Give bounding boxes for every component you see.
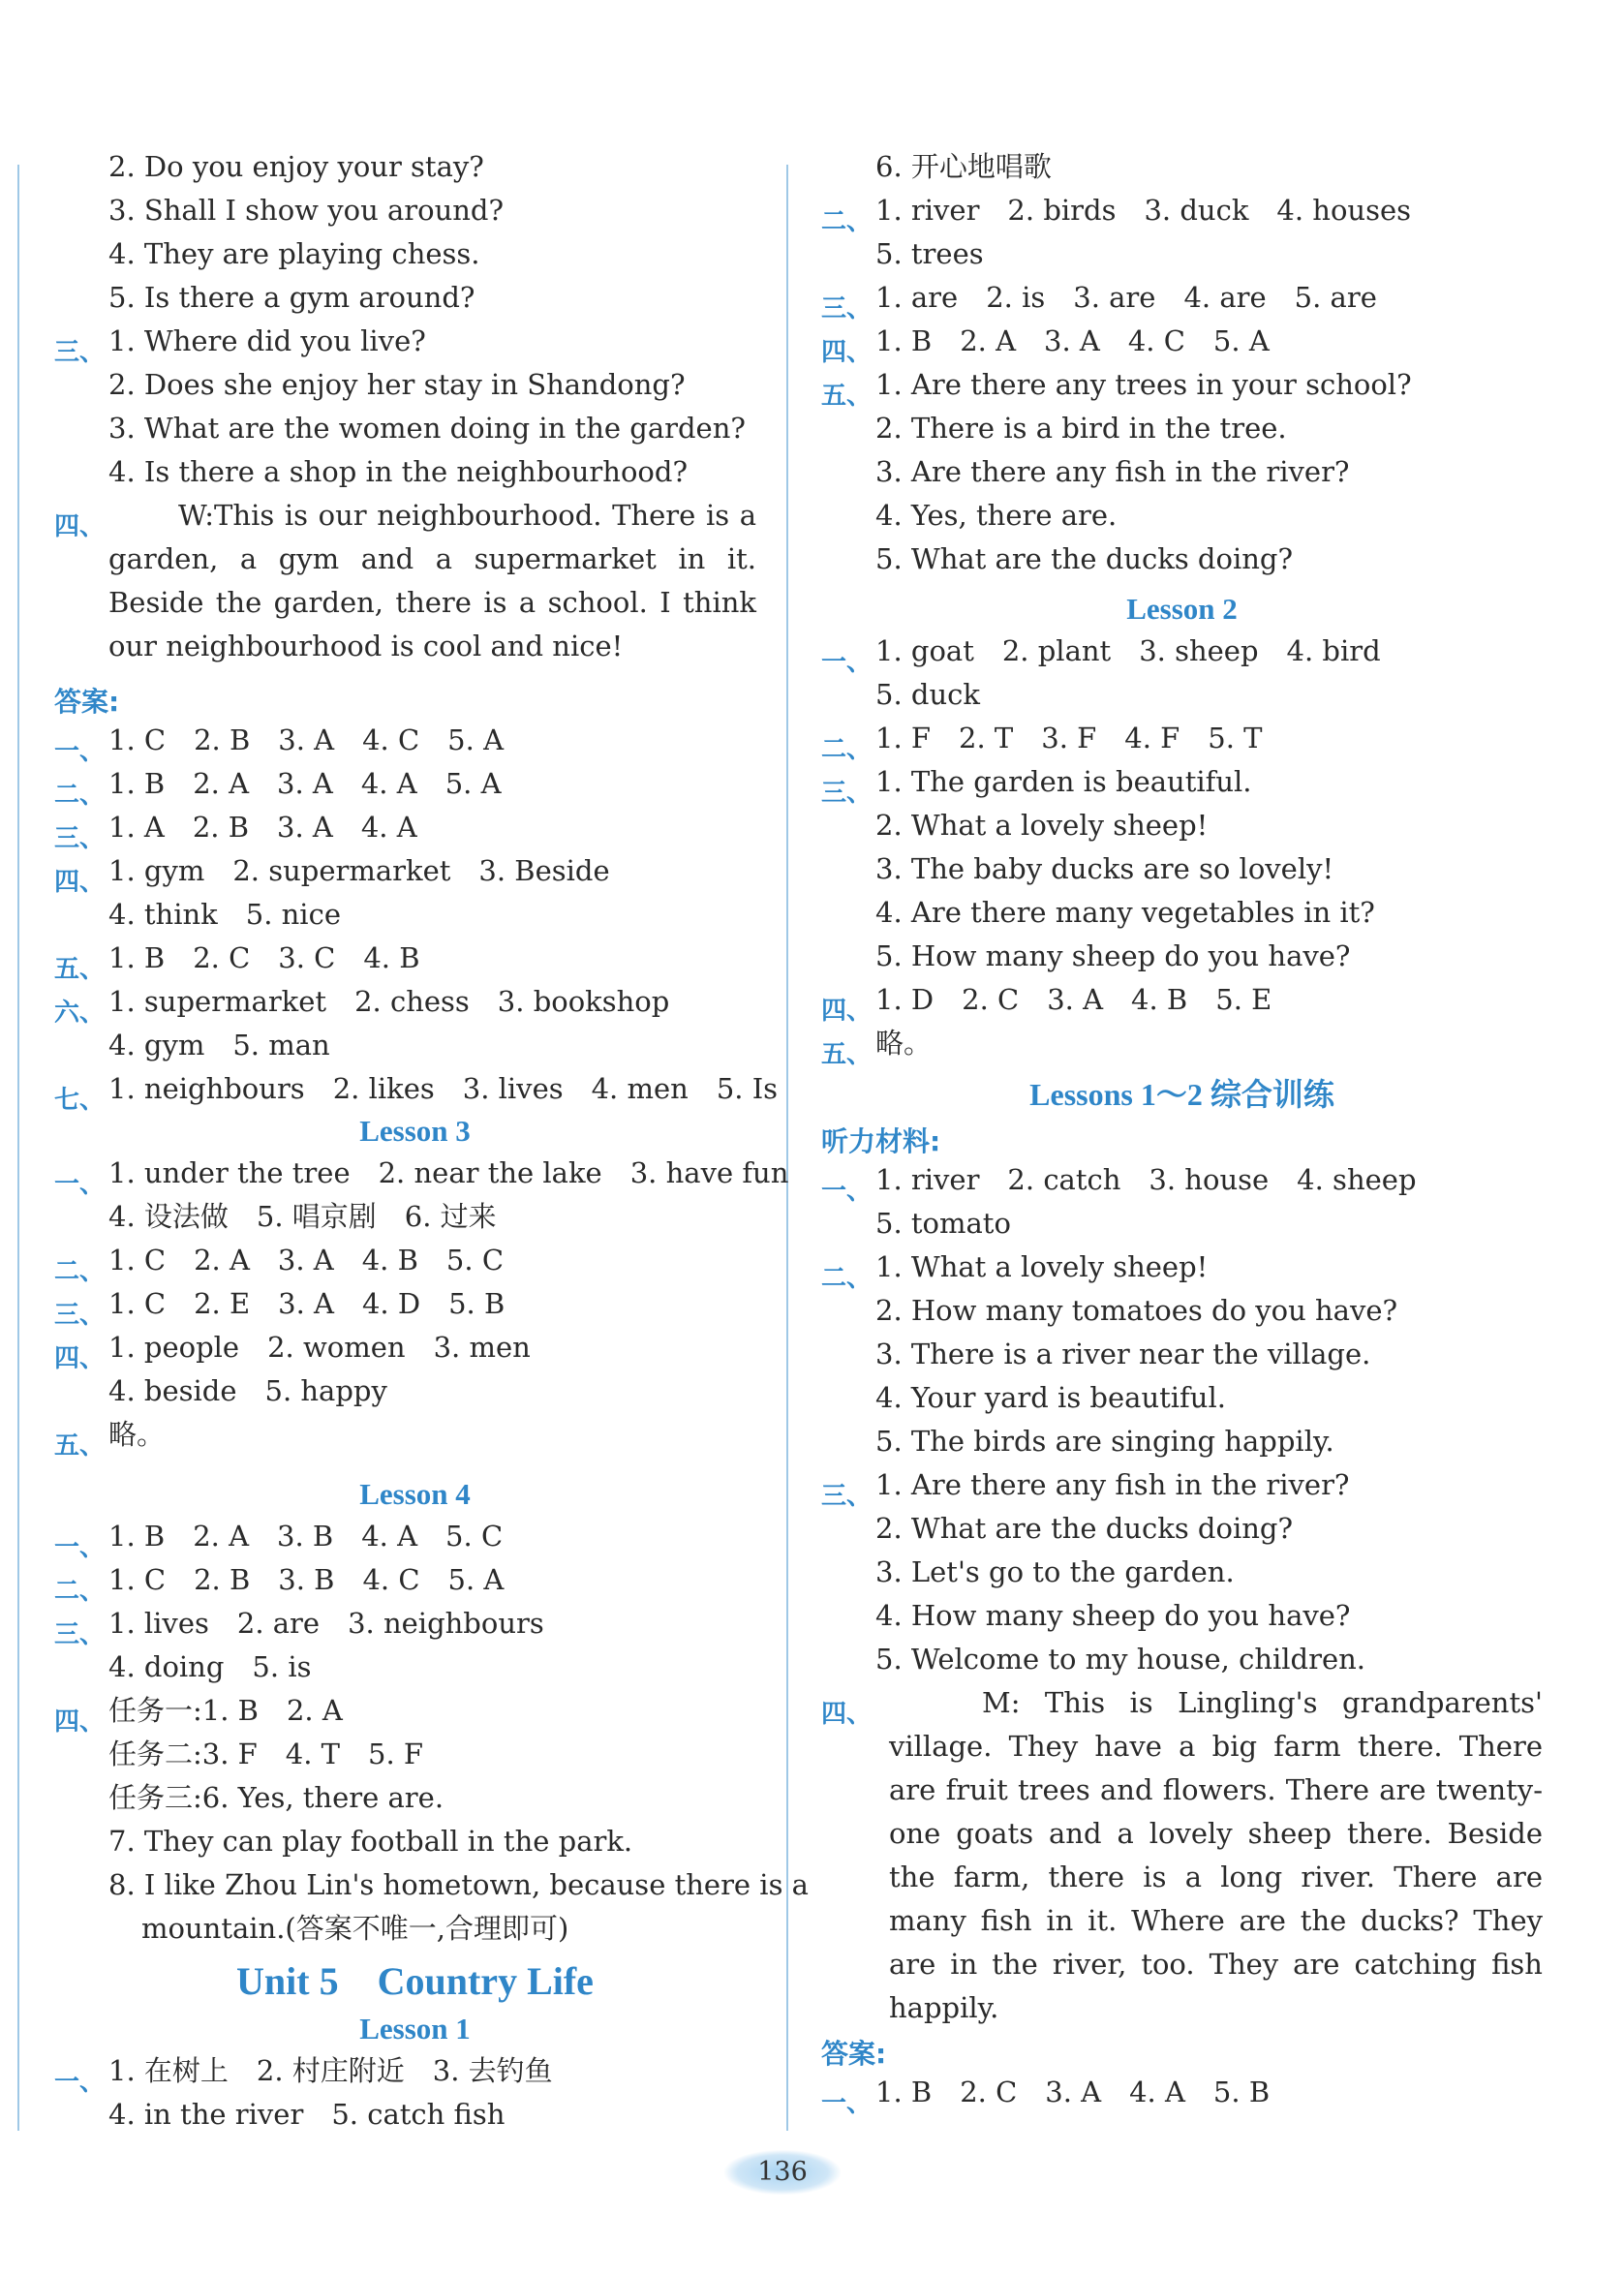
text-line: 2. Do you enjoy your stay? (108, 150, 484, 183)
answer-line: 4. beside 5. happy (108, 1374, 387, 1407)
section-marker: 一、 (54, 737, 106, 766)
answer-line: 5. How many sheep do you have? (875, 939, 1351, 972)
answer-line (54, 1689, 776, 1737)
section-marker: 二、 (54, 1257, 106, 1286)
line-text: 1. Are there any fish in the river? (875, 1468, 1350, 1501)
answer-line: 8. I like Zhou Lin's hometown, because there is a (108, 1868, 809, 1901)
answer-line (821, 276, 1543, 323)
answer-line (54, 849, 776, 897)
answer-line (54, 1239, 776, 1286)
section-marker: 五、 (821, 1040, 873, 1069)
line-text: 略。 (875, 1027, 933, 1060)
answer-line (821, 978, 1543, 1026)
section-marker: 四、 (54, 512, 106, 541)
line-text: 1. under the tree 2. near the lake 3. have fun (108, 1156, 789, 1189)
line-text: 1. river 2. catch 3. house 4. sheep (875, 1163, 1417, 1196)
left-column (54, 145, 809, 2137)
page-number: 136 (724, 2150, 841, 2195)
answer-line (54, 762, 776, 810)
section-marker: 三、 (821, 294, 873, 323)
answer-line: 5. tomato (875, 1207, 1011, 1240)
answer-line (821, 2071, 1543, 2118)
paragraph-text: M: This is Lingling's grandparents' village. They have a big farm there. There are fruit trees and flowers. There are twenty-one goats and a lovely sheep there. Beside the farm, there is a long river. There are many fish in it. Where are the ducks? They are in the river, too. They are catching fish happily. (889, 1686, 1543, 2024)
answer-line: 4. gym 5. man (108, 1029, 330, 1061)
answer-line: mountain.(答案不唯一,合理即可) (141, 1912, 569, 1945)
text-line: 5. Is there a gym around? (108, 281, 475, 314)
answer-line: 4. in the river 5. catch fish (108, 2098, 506, 2131)
line-text: 1. 在树上 2. 村庄附近 3. 去钓鱼 (108, 2054, 553, 2087)
line-text: 1. The garden is beautiful. (875, 765, 1252, 798)
line-text: 1. B 2. A 3. A 4. A 5. A (108, 767, 502, 800)
line-text: 1. are 2. is 3. are 4. are 5. are (875, 281, 1377, 314)
dialogue-paragraph (54, 494, 776, 668)
lesson-2-heading: Lesson 2 (1126, 592, 1238, 626)
answer-line (54, 1067, 779, 1115)
section-marker: 一、 (54, 1170, 106, 1199)
line-text: 1. B 2. C 3. A 4. A 5. B (875, 2076, 1271, 2108)
answer-line (54, 2049, 776, 2097)
lesson-3-heading: Lesson 3 (359, 1114, 471, 1148)
line-text: 任务一:1. B 2. A (108, 1694, 343, 1727)
section-marker: 六、 (54, 999, 106, 1028)
answer-line (821, 760, 1543, 808)
answer-line (821, 1158, 1543, 1206)
section-marker: 三、 (54, 338, 106, 367)
line-text: 1. C 2. B 3. B 4. C 5. A (108, 1563, 505, 1596)
line-text: 1. B 2. C 3. C 4. B (108, 941, 420, 974)
answer-line (54, 980, 776, 1028)
review-heading: Lessons 1～2 综合训练 (1029, 1077, 1334, 1112)
answer-line (821, 320, 1543, 367)
answer-line: 4. doing 5. is (108, 1650, 312, 1683)
section-marker: 四、 (54, 1707, 106, 1737)
line-text: 1. A 2. B 3. A 4. A (108, 811, 417, 844)
answer-line: 3. The baby ducks are so lovely! (875, 852, 1334, 885)
left-column-rule (17, 165, 19, 2131)
line-text: 1. D 2. C 3. A 4. B 5. E (875, 983, 1272, 1016)
answer-line: 2. What a lovely sheep! (875, 809, 1209, 842)
answer-line: 任务二:3. F 4. T 5. F (108, 1738, 424, 1770)
answer-line: 7. They can play football in the park. (108, 1825, 633, 1858)
answer-line: 4. How many sheep do you have? (875, 1599, 1351, 1632)
line-text: 1. lives 2. are 3. neighbours (108, 1607, 544, 1640)
center-column-rule (786, 165, 788, 2131)
text-line: 4. They are playing chess. (108, 237, 480, 270)
line-text: 1. C 2. E 3. A 4. D 5. B (108, 1287, 506, 1320)
answer-line: 5. What are the ducks doing? (875, 542, 1294, 575)
answer-line (54, 1152, 789, 1199)
answer-line: 3. Let's go to the garden. (875, 1555, 1235, 1588)
answer-line (54, 719, 776, 766)
section-marker: 二、 (54, 781, 106, 810)
answer-line: 2. How many tomatoes do you have? (875, 1294, 1398, 1327)
section-marker: 二、 (821, 207, 873, 236)
answer-line (54, 1515, 776, 1562)
listening-label: 听力材料: (821, 1125, 941, 1157)
answers-label: 答案: (821, 2038, 887, 2070)
section-marker: 二、 (54, 1577, 106, 1606)
answer-line: 3. There is a river near the village. (875, 1338, 1371, 1370)
section-marker: 四、 (54, 868, 106, 897)
lesson-4-heading: Lesson 4 (359, 1477, 471, 1511)
unit-5-lesson-1-heading: Lesson 1 (359, 2012, 471, 2045)
line-text: 1. Where did you live? (108, 324, 426, 357)
text-line: 2. Does she enjoy her stay in Shandong? (108, 368, 686, 401)
answer-line: 5. duck (875, 678, 980, 711)
section-marker: 四、 (54, 1344, 106, 1373)
answer-line (821, 1246, 1543, 1293)
answer-line (821, 1022, 1543, 1069)
section-marker: 三、 (821, 1482, 873, 1511)
answer-line: 4. 设法做 5. 唱京剧 6. 过来 (108, 1200, 497, 1233)
answer-line: 4. think 5. nice (108, 898, 341, 931)
answers-label: 答案: (54, 686, 120, 718)
answer-line: 4. Yes, there are. (875, 499, 1118, 532)
answer-line (54, 1558, 776, 1606)
text-line: 4. Is there a shop in the neighbourhood? (108, 455, 688, 488)
section-marker: 三、 (821, 779, 873, 808)
section-marker: 一、 (821, 648, 873, 677)
section-marker: 一、 (821, 1177, 873, 1206)
answer-line (821, 189, 1543, 236)
section-marker: 一、 (54, 1533, 106, 1562)
paragraph-text: W:This is our neighbourhood. There is a garden, a gym and a supermarket in it. Beside the garden, there is a school. I think our neighbourhood is cool and nice! (108, 499, 756, 662)
line-text: 1. river 2. birds 3. duck 4. houses (875, 194, 1412, 227)
answer-line: 6. 开心地唱歌 (875, 150, 1052, 183)
answer-line (821, 717, 1543, 764)
section-marker: 四、 (821, 997, 873, 1026)
answer-line (54, 1326, 776, 1373)
line-text: 1. neighbours 2. likes 3. lives 4. men 5. Is (108, 1072, 779, 1105)
answer-line: 5. The birds are singing happily. (875, 1425, 1334, 1458)
answer-line: 2. There is a bird in the tree. (875, 412, 1287, 445)
section-marker: 二、 (821, 1264, 873, 1293)
answer-line (821, 1463, 1543, 1511)
text-line: 3. Shall I show you around? (108, 194, 505, 227)
line-text: 1. goat 2. plant 3. sheep 4. bird (875, 634, 1381, 667)
section-marker: 二、 (821, 735, 873, 764)
answer-line: 5. Welcome to my house, children. (875, 1643, 1366, 1676)
section-marker: 三、 (54, 1301, 106, 1330)
line-text: 1. supermarket 2. chess 3. bookshop (108, 985, 670, 1018)
line-text: 1. B 2. A 3. B 4. A 5. C (108, 1520, 504, 1553)
answer-line: 2. What are the ducks doing? (875, 1512, 1294, 1545)
text-line (54, 320, 776, 367)
line-text: 1. Are there any trees in your school? (875, 368, 1412, 401)
answer-line (54, 806, 776, 853)
unit-5-heading: Unit 5 Country Life (236, 1959, 594, 2003)
line-text: 1. gym 2. supermarket 3. Beside (108, 854, 610, 887)
answer-line (54, 937, 776, 984)
answer-line (821, 363, 1543, 411)
section-marker: 四、 (821, 1700, 873, 1729)
line-text: 1. B 2. A 3. A 4. C 5. A (875, 324, 1270, 357)
answer-line (821, 630, 1543, 677)
line-text: 1. C 2. A 3. A 4. B 5. C (108, 1244, 505, 1276)
answer-line (54, 1602, 776, 1649)
line-text: 1. What a lovely sheep! (875, 1250, 1209, 1283)
section-marker: 三、 (54, 824, 106, 853)
section-marker: 五、 (54, 955, 106, 984)
line-text: 1. C 2. B 3. A 4. C 5. A (108, 723, 505, 756)
section-marker: 三、 (54, 1620, 106, 1649)
text-line: 3. What are the women doing in the garden? (108, 412, 746, 445)
answer-line: 任务三:6. Yes, there are. (108, 1781, 444, 1814)
line-text: 1. F 2. T 3. F 4. F 5. T (875, 722, 1263, 754)
section-marker: 一、 (821, 2089, 873, 2118)
line-text: 略。 (108, 1418, 166, 1451)
section-marker: 一、 (54, 2068, 106, 2097)
listening-paragraph (821, 1681, 1543, 2030)
right-column (821, 145, 1543, 2118)
section-marker: 七、 (54, 1086, 106, 1115)
line-text: 1. people 2. women 3. men (108, 1331, 531, 1364)
answer-line (54, 1282, 776, 1330)
section-marker: 五、 (821, 382, 873, 411)
answer-line: 5. trees (875, 237, 984, 270)
answer-line (54, 1413, 776, 1461)
section-marker: 五、 (54, 1431, 106, 1461)
section-marker: 四、 (821, 338, 873, 367)
answer-line: 4. Your yard is beautiful. (875, 1381, 1226, 1414)
answer-line: 4. Are there many vegetables in it? (875, 896, 1375, 929)
answer-line: 3. Are there any fish in the river? (875, 455, 1350, 488)
